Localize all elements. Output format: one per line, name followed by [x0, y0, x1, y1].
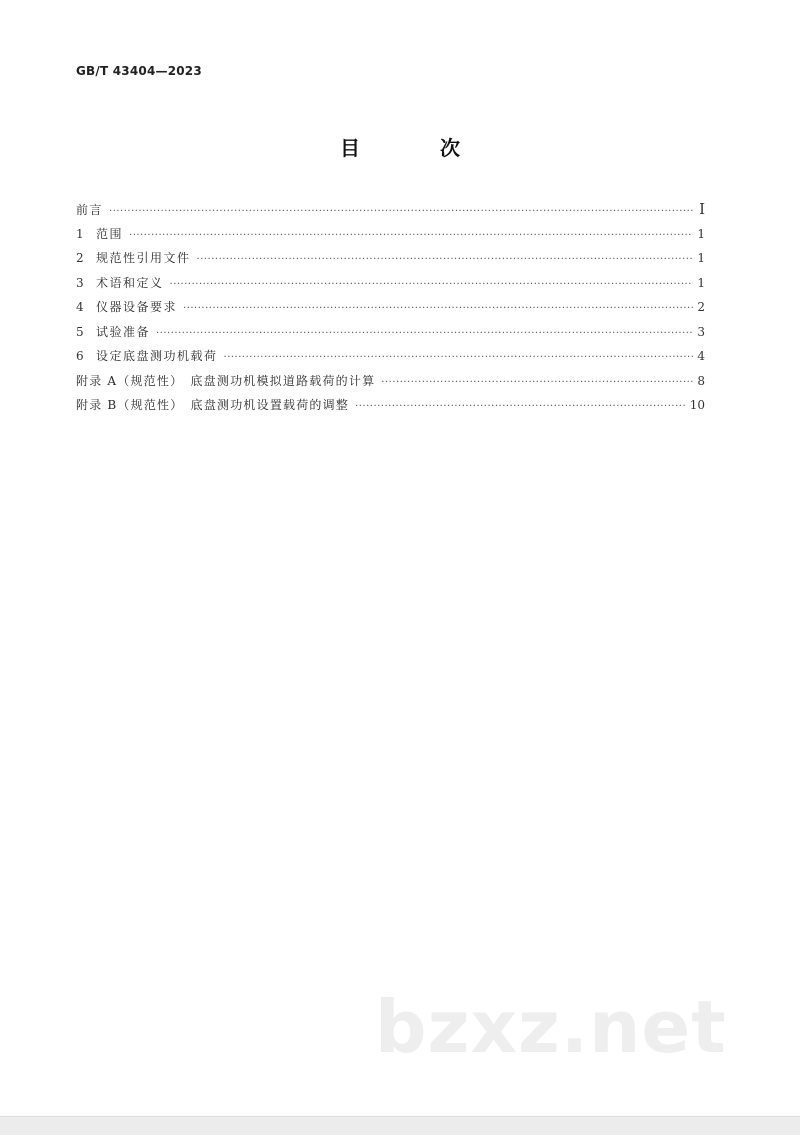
toc-entry-number: 1 [76, 226, 84, 241]
toc-entry-number: 5 [76, 324, 84, 339]
toc-entry-label: 范围 [96, 226, 124, 241]
dot-leader [197, 254, 693, 265]
toc-entry-number: 2 [76, 251, 84, 265]
toc-entry-label: 前言 [76, 203, 104, 217]
dot-leader [170, 279, 693, 290]
dot-leader [355, 401, 686, 412]
toc-title: 目 次 [340, 136, 490, 160]
toc-entry-terms[interactable] [76, 274, 705, 299]
toc-entry-load-setting[interactable] [76, 347, 705, 372]
toc-entry-label: 附录 A（规范性） 底盘测功机模拟道路载荷的计算 [76, 373, 376, 388]
toc-entry-label: 设定底盘测功机载荷 [96, 349, 218, 363]
toc-entry-preparation[interactable] [76, 323, 705, 348]
toc-entry-appendix-b[interactable] [76, 396, 705, 421]
toc-entry-page: 4 [697, 349, 705, 363]
toc-entry-label: 术语和定义 [96, 275, 164, 290]
toc-entry-number: 3 [76, 275, 84, 290]
watermark: bzxz.net [375, 985, 727, 1069]
toc-entry-label: 附录 B（规范性） 底盘测功机设置载荷的调整 [76, 398, 350, 412]
toc-entry-page: 1 [697, 251, 705, 265]
toc-entry-foreword[interactable] [76, 200, 705, 225]
toc-entry-page: Ⅰ [699, 200, 705, 218]
dot-leader [129, 230, 693, 241]
toc-list [76, 200, 705, 421]
toc-entry-page: 8 [697, 373, 705, 388]
standard-code: GB/T 43404—2023 [76, 64, 202, 78]
toc-entry-scope[interactable] [76, 225, 705, 250]
toc-entry-appendix-a[interactable] [76, 372, 705, 397]
toc-entry-label: 试验准备 [96, 324, 151, 339]
toc-entry-equipment[interactable] [76, 298, 705, 323]
toc-entry-page: 10 [689, 398, 705, 412]
toc-entry-page: 3 [697, 324, 705, 339]
toc-entry-number: 4 [76, 300, 84, 314]
dot-leader [109, 206, 693, 217]
toc-entry-number: 6 [76, 349, 84, 363]
toc-entry-label: 仪器设备要求 [96, 300, 178, 314]
dot-leader [381, 377, 693, 388]
dot-leader [183, 303, 693, 314]
toc-entry-page: 2 [697, 300, 705, 314]
toc-entry-page: 1 [697, 275, 705, 290]
dot-leader [156, 328, 693, 339]
dot-leader [224, 352, 693, 363]
toc-entry-normative-references[interactable] [76, 249, 705, 274]
toc-entry-label: 规范性引用文件 [96, 251, 191, 265]
toc-entry-page: 1 [697, 226, 705, 241]
page-bottom-edge [0, 1116, 800, 1135]
